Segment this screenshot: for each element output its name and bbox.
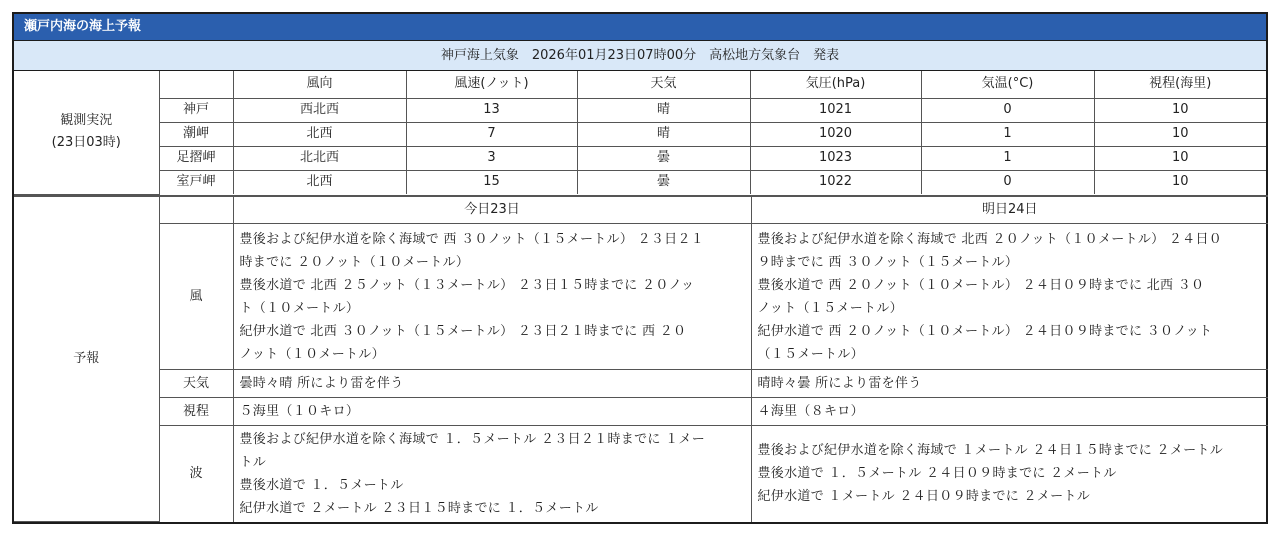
forecast-table	[14, 195, 1268, 523]
panel-title: 瀬戸内海の海上予報	[14, 14, 1266, 41]
wind-speed-value: 13	[406, 98, 577, 122]
header-wind-direction: 風向	[233, 71, 406, 98]
table-row	[14, 426, 1268, 522]
weather-forecast-day2: 晴時々曇 所により雷を伴う	[751, 370, 1268, 398]
station-name: 室戸岬	[159, 170, 233, 194]
pressure-value: 1022	[750, 170, 921, 194]
visibility-row-label: 視程	[159, 398, 233, 426]
weather-value: 晴	[577, 98, 750, 122]
wind-speed-value: 3	[406, 146, 577, 170]
table-row	[14, 98, 1266, 122]
weather-forecast-day1: 曇時々晴 所により雷を伴う	[233, 370, 751, 398]
wind-direction-value: 西北西	[233, 98, 406, 122]
pressure-value: 1020	[750, 122, 921, 146]
temperature-value: 0	[921, 98, 1094, 122]
temperature-value: 0	[921, 170, 1094, 194]
visibility-value: 10	[1094, 146, 1266, 170]
header-wind-speed: 風速(ノット)	[406, 71, 577, 98]
pressure-value: 1021	[750, 98, 921, 122]
weather-value: 曇	[577, 146, 750, 170]
station-name: 神戸	[159, 98, 233, 122]
table-row	[14, 224, 1268, 370]
observation-label: 観測実況 (23日03時)	[14, 71, 159, 194]
header-weather: 天気	[577, 71, 750, 98]
visibility-forecast-day2: ４海里（８キロ）	[751, 398, 1268, 426]
table-row	[14, 170, 1266, 194]
temperature-value: 1	[921, 122, 1094, 146]
wave-forecast-day1: 豊後および紀伊水道を除く海域で １．５メートル ２３日２１時までに １メー トル 豊後水道で １．５メートル 紀伊水道で ２メートル ２３日１５時までに １．５メートル	[233, 426, 751, 522]
header-temperature: 気温(°C)	[921, 71, 1094, 98]
table-row	[14, 398, 1268, 426]
wave-row-label: 波	[159, 426, 233, 522]
wind-speed-value: 7	[406, 122, 577, 146]
day2-header: 明日24日	[751, 196, 1268, 224]
temperature-value: 1	[921, 146, 1094, 170]
observation-table	[14, 71, 1266, 195]
table-row	[14, 146, 1266, 170]
weather-value: 曇	[577, 170, 750, 194]
visibility-value: 10	[1094, 170, 1266, 194]
header-pressure: 気圧(hPa)	[750, 71, 921, 98]
table-row	[14, 122, 1266, 146]
visibility-value: 10	[1094, 122, 1266, 146]
visibility-forecast-day1: ５海里（１０キロ）	[233, 398, 751, 426]
station-name: 足摺岬	[159, 146, 233, 170]
table-row	[14, 370, 1268, 398]
weather-row-label: 天気	[159, 370, 233, 398]
header-visibility: 視程(海里)	[1094, 71, 1266, 98]
wind-forecast-day1: 豊後および紀伊水道を除く海域で 西 ３０ノット（１５メートル） ２３日２１ 時までに ２０ノット（１０メートル） 豊後水道で 北西 ２５ノット（１３メートル） ２３日１５時までに ２０ノッ ト（１０メートル） 紀伊水道で 北西 ３０ノット（１５メートル） ２３日２１時までに 西 ２０ ノット（１０メートル）	[233, 224, 751, 370]
wind-direction-value: 北西	[233, 122, 406, 146]
wind-forecast-day2: 豊後および紀伊水道を除く海域で 北西 ２０ノット（１０メートル） ２４日０ ９時までに 西 ３０ノット（１５メートル） 豊後水道で 西 ２０ノット（１０メートル） ２４日０９時までに 北西 ３０ ノット（１５メートル） 紀伊水道で 西 ２０ノット（１０メートル） ２４日０９時までに ３０ノット （１５メートル）	[751, 224, 1268, 370]
wind-direction-value: 北西	[233, 170, 406, 194]
day1-header: 今日23日	[233, 196, 751, 224]
header-blank	[159, 71, 233, 98]
pressure-value: 1023	[750, 146, 921, 170]
wave-forecast-day2: 豊後および紀伊水道を除く海域で １メートル ２４日１５時までに ２メートル 豊後水道で １．５メートル ２４日０９時までに ２メートル 紀伊水道で １メートル ２４日０９時までに ２メートル	[751, 426, 1268, 522]
issue-info: 神戸海上気象 2026年01月23日07時00分 高松地方気象台 発表	[14, 41, 1266, 71]
weather-value: 晴	[577, 122, 750, 146]
visibility-value: 10	[1094, 98, 1266, 122]
wind-direction-value: 北北西	[233, 146, 406, 170]
wind-speed-value: 15	[406, 170, 577, 194]
wind-row-label: 風	[159, 224, 233, 370]
station-name: 潮岬	[159, 122, 233, 146]
marine-forecast-panel	[12, 12, 1268, 524]
header-blank	[159, 196, 233, 224]
forecast-label: 予報	[14, 196, 159, 522]
